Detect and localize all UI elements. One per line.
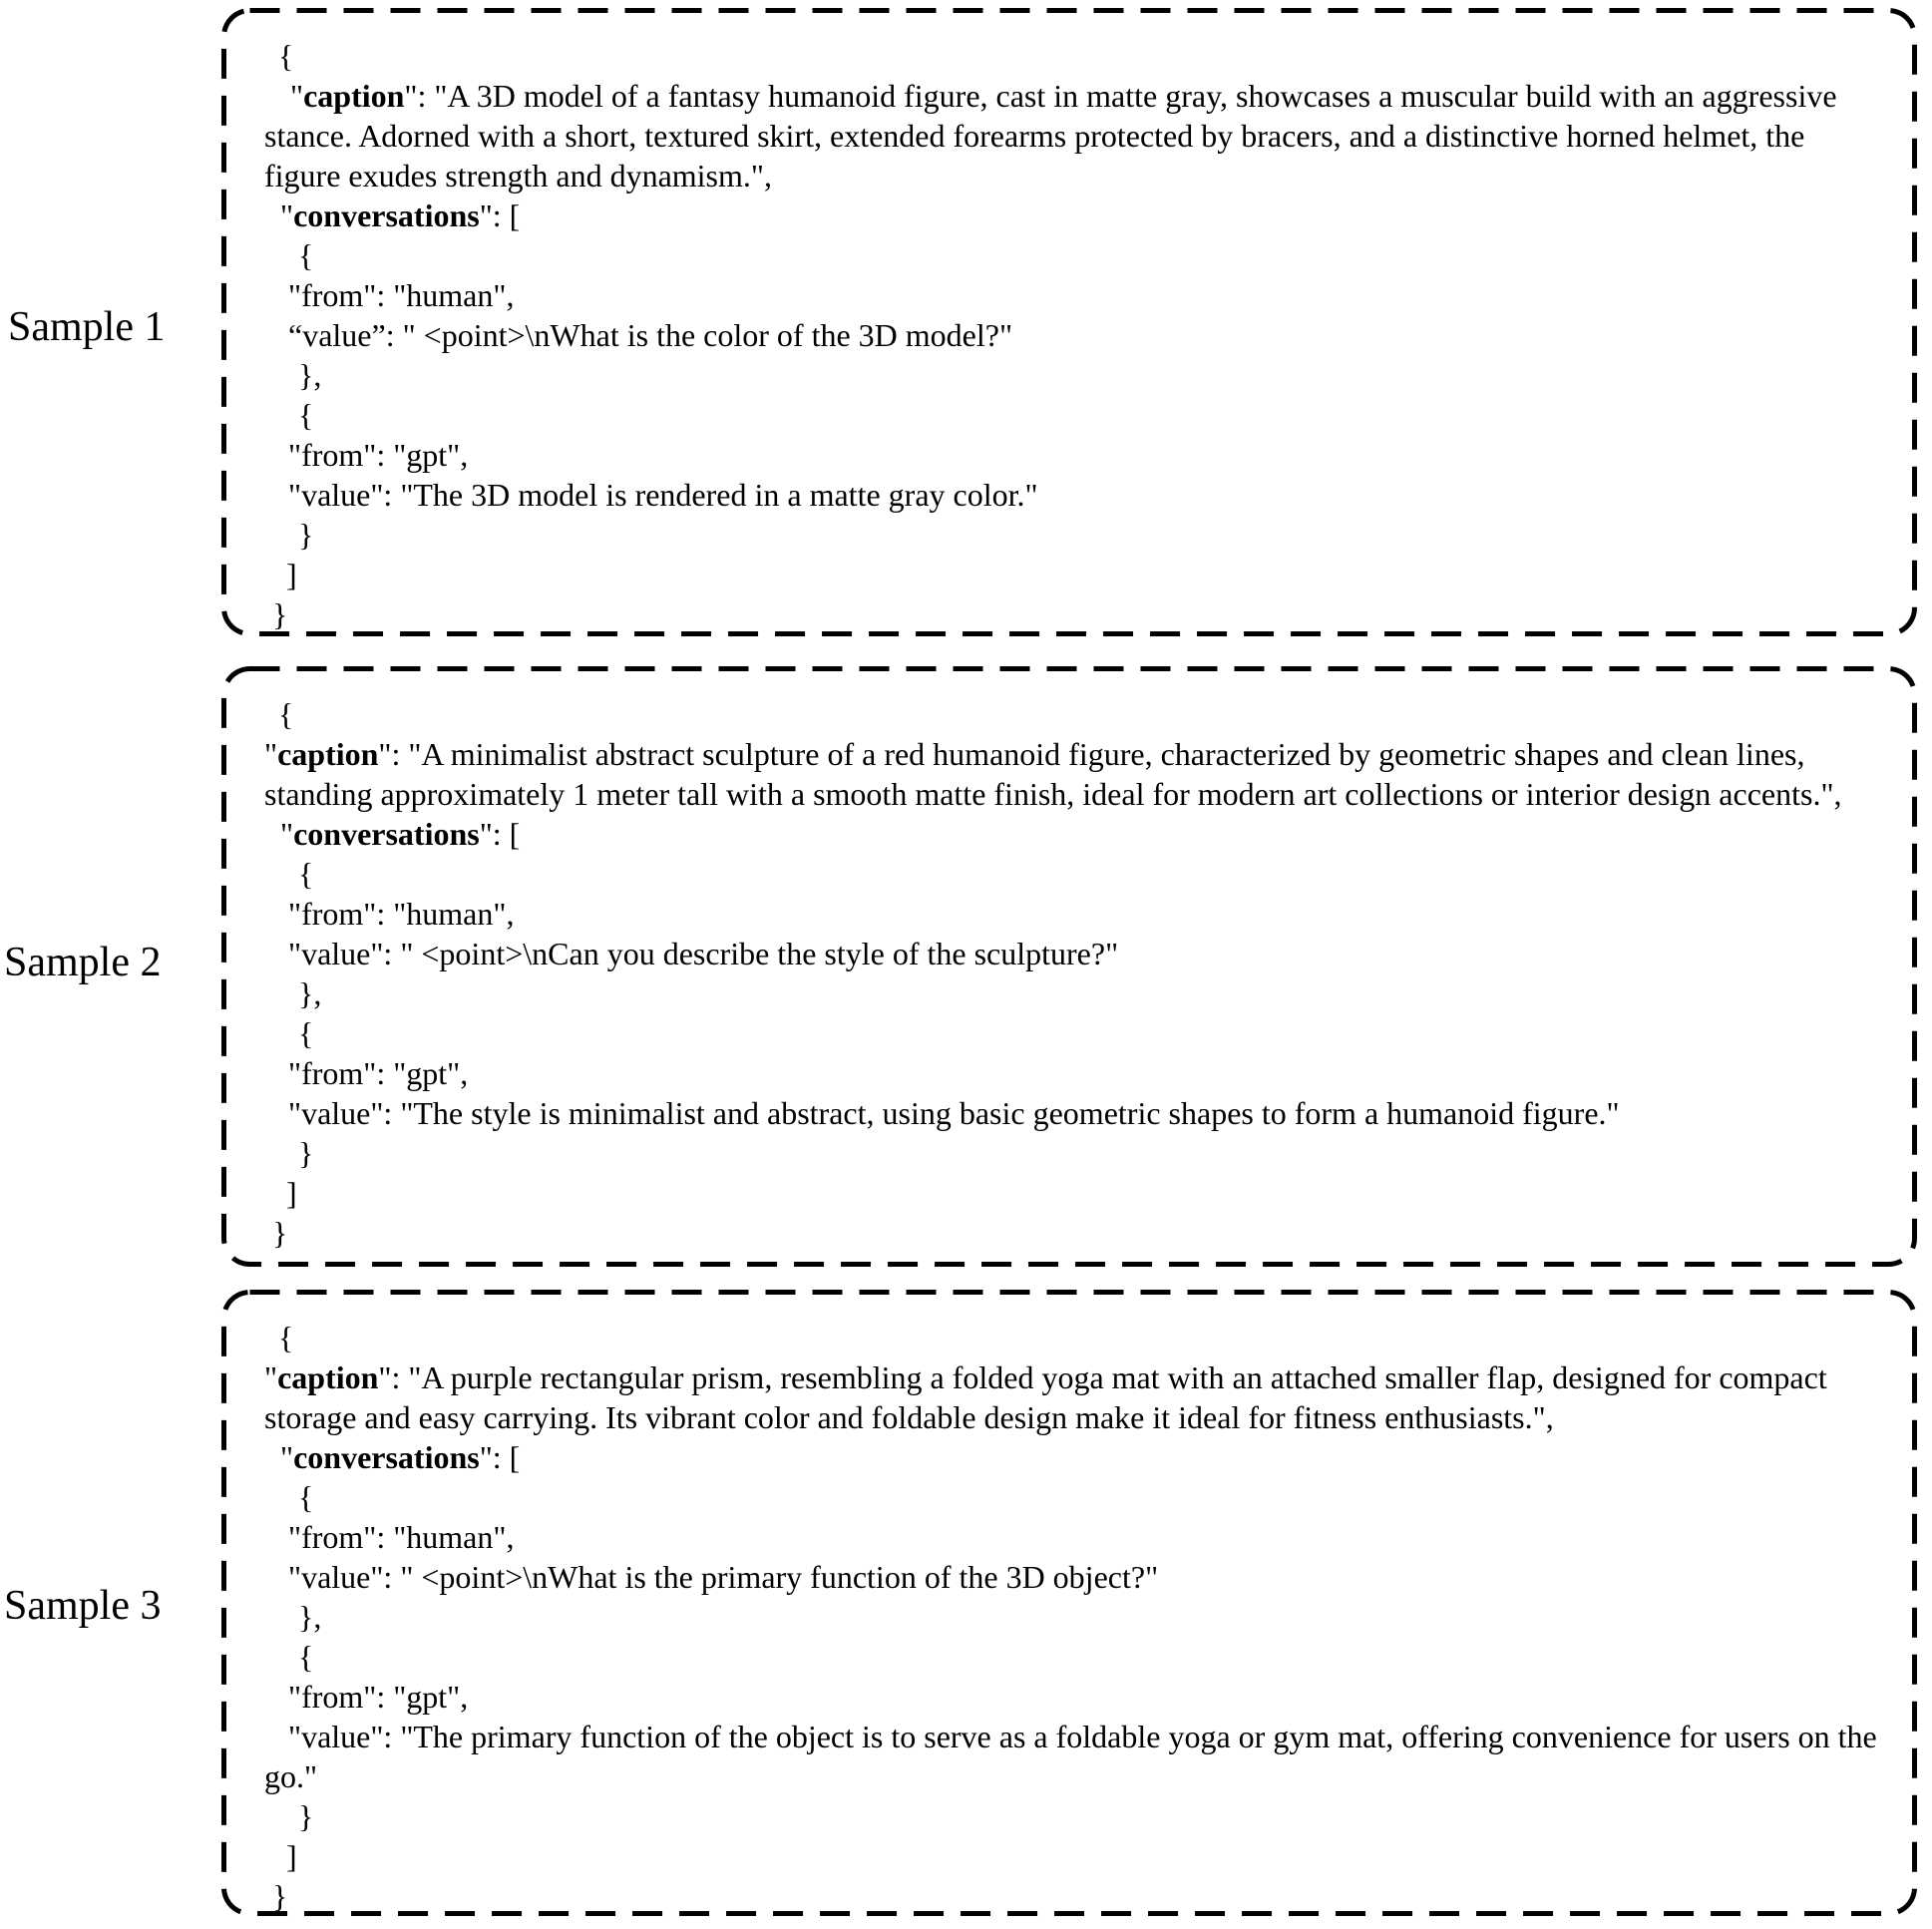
json-line: } <box>272 596 288 632</box>
json-line: { <box>298 1639 314 1675</box>
sample-2-label: Sample 2 <box>4 940 162 985</box>
json-key-bold: caption <box>303 78 405 114</box>
json-line: "conversations": [ <box>280 197 521 233</box>
sample-2-json-code <box>264 694 1881 1253</box>
json-line: ] <box>286 1838 297 1874</box>
json-line: "from": "gpt", <box>288 1679 469 1715</box>
json-line: "value": "The 3D model is rendered in a matte gray color." <box>288 477 1038 513</box>
json-line: "value": " <point>\nWhat is the primary function of the 3D object?" <box>288 1559 1159 1595</box>
json-line: } <box>298 1135 314 1171</box>
json-line: "from": "human", <box>288 277 515 313</box>
json-line: { <box>298 856 314 892</box>
json-key-bold: caption <box>277 736 379 772</box>
sample-3-label: Sample 3 <box>4 1583 162 1629</box>
json-line: } <box>272 1215 288 1251</box>
sample-1-box <box>221 8 1917 636</box>
json-line: { <box>298 397 314 433</box>
json-line: “value”: " <point>\nWhat is the color of the 3D model?" <box>288 317 1013 353</box>
sample-3-json-code <box>264 1318 1885 1916</box>
json-line: { <box>278 38 294 74</box>
json-line: { <box>298 1015 314 1051</box>
json-line: }, <box>298 357 322 393</box>
json-line: ] <box>286 1175 297 1211</box>
json-line: ] <box>286 557 297 592</box>
sample-2-box <box>221 666 1917 1267</box>
json-line: { <box>298 1479 314 1515</box>
json-key-bold: conversations <box>293 1439 480 1475</box>
json-line: }, <box>298 975 322 1011</box>
json-line: } <box>298 517 314 553</box>
json-line: { <box>278 696 294 732</box>
sample-1-label: Sample 1 <box>8 304 166 350</box>
json-line: "conversations": [ <box>280 1439 521 1475</box>
json-line: "caption": "A purple rectangular prism, resembling a folded yoga mat with an attached smaller flap, designed for compact storage and easy carrying. Its vibrant color and foldable design make it ideal for fitness enthusiasts.", <box>264 1359 1835 1435</box>
json-line: "caption": "A 3D model of a fantasy humanoid figure, cast in matte gray, showcases a muscular build with an aggressive stance. Adorned with a short, textured skirt, extended forearms protected by bracers, and a distinctive horned helmet, the figure exudes strength and dynamism.", <box>264 78 1845 193</box>
json-line: } <box>272 1878 288 1914</box>
sample-3-box <box>221 1290 1917 1916</box>
sample-1-json-code <box>264 36 1881 634</box>
json-line: { <box>298 237 314 273</box>
json-line: }, <box>298 1599 322 1635</box>
json-line: "caption": "A minimalist abstract sculpture of a red humanoid figure, characterized by geometric shapes and clean lines, standing approximately 1 meter tall with a smooth matte finish, ideal for modern art collections or interior design accents.", <box>264 736 1842 812</box>
json-line: "from": "human", <box>288 896 515 932</box>
json-line: "value": "The style is minimalist and abstract, using basic geometric shapes to form a humanoid figure." <box>288 1095 1620 1131</box>
json-line: "value": " <point>\nCan you describe the style of the sculpture?" <box>288 936 1119 971</box>
json-line: "conversations": [ <box>280 816 521 852</box>
json-line: "from": "human", <box>288 1519 515 1555</box>
json-line: { <box>278 1320 294 1355</box>
json-key-bold: conversations <box>293 197 480 233</box>
json-line: "from": "gpt", <box>288 1055 469 1091</box>
json-line: } <box>298 1798 314 1834</box>
json-key-bold: conversations <box>293 816 480 852</box>
json-key-bold: caption <box>277 1359 379 1395</box>
json-line: "value": "The primary function of the object is to serve as a foldable yoga or gym mat, offering convenience for users on the go." <box>264 1719 1885 1794</box>
json-line: "from": "gpt", <box>288 437 469 473</box>
